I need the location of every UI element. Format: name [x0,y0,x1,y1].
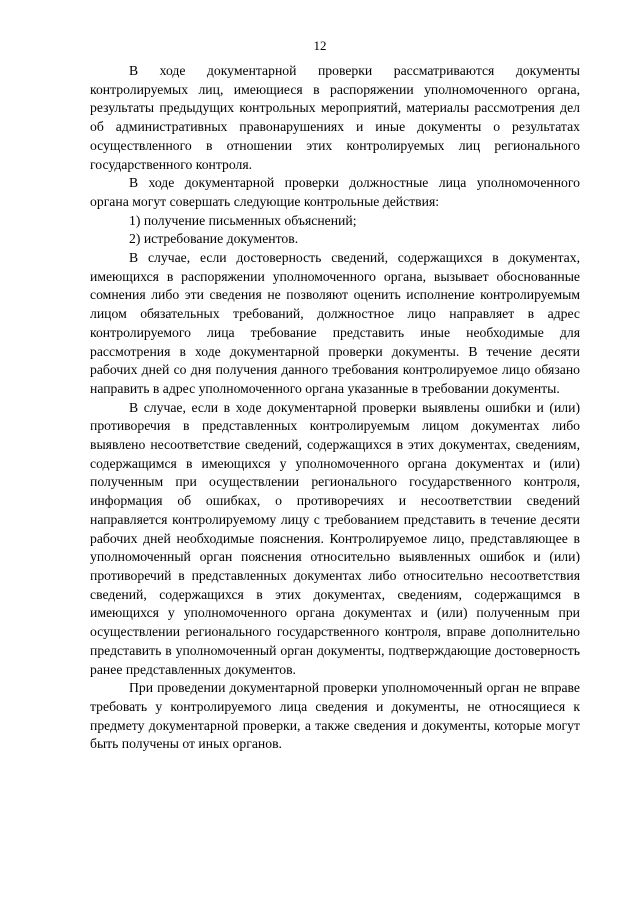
paragraph-doubtful-information: В случае, если достоверность сведений, содержащихся в документах, имеющихся в распоряжении уполномоченного органа, вызывает обоснованные сомнения либо эти сведения не позволяют оценить исполнение контролируемым лицом обязательных требований, должностное лицо направляет в адрес контролируемого лица требование представить иные необходимые для рассмотрения в ходе документарной проверки документы. В течение десяти рабочих дней со дня получения данного требования контролируемое лицо обязано направить в адрес уполномоченного органа указанные в требовании документы. [90,250,580,396]
paragraph-control-actions: В ходе документарной проверки должностные лица уполномоченного органа могут совершать следующие контрольные действия: [90,175,580,209]
document-body [90,62,580,754]
paragraph-prohibited-requests: При проведении документарной проверки уполномоченный орган не вправе требовать у контролируемого лица сведения и документы, не относящиеся к предмету документарной проверки, а также сведения и документы, которые могут быть получены от иных органов. [90,680,580,752]
page-number: 12 [313,38,327,53]
paragraph-errors-contradictions: В случае, если в ходе документарной проверки выявлены ошибки и (или) противоречия в представленных контролируемым лицом документах либо выявлено несоответствие сведений, содержащихся в этих документах, сведениям, содержащимся в имеющихся у уполномоченного органа документах и (или) полученным при осуществлении регионального государственного контроля, информация об ошибках, о противоречиях и несоответствии сведений направляется контролируемому лицу с требованием представить в течение десяти рабочих дней необходимые пояснения. Контролируемое лицо, представляющее в уполномоченный орган пояснения относительно выявленных ошибок и (или) противоречий в представленных документах либо относительно несоответствия сведений, содержащихся в этих документах, сведениям, содержащимся в имеющихся у уполномоченного органа документах и (или) полученным при осуществлении регионального государственного контроля, вправе дополнительно представить в уполномоченный орган документы, подтверждающие достоверность ранее представленных документов. [90,399,580,677]
list-item-written-explanations: 1) получение письменных объяснений; [129,212,357,228]
paragraph-document-review-scope: В ходе документарной проверки рассматриваются документы контролируемых лиц, имеющиеся в распоряжении уполномоченного органа, результаты предыдущих контрольных мероприятий, материалы рассмотрения дел об административных правонарушениях и иные документы о результатах осуществленного в отношении этих контролируемых лиц регионального государственного контроля. [90,63,580,172]
list-item-document-request: 2) истребование документов. [129,231,299,247]
